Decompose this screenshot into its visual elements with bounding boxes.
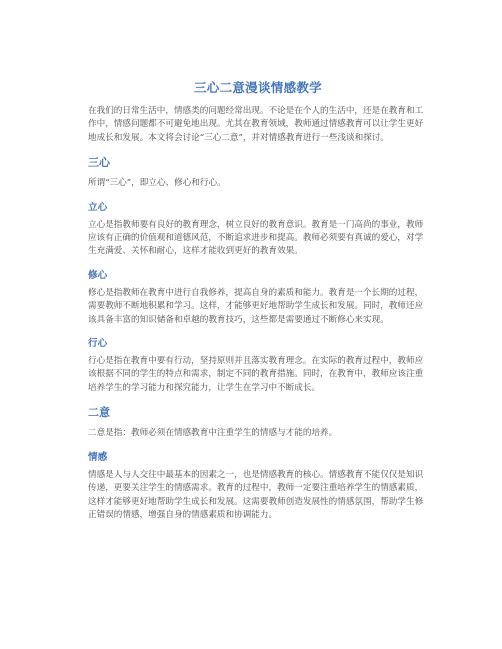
- document-title: 三心二意漫谈情感教学: [193, 80, 322, 95]
- section-text-xing-xin: 行心是指在教育中要有行动，坚持原则并且落实教育理念。在实际的教育过程中，教师应该根据不同的学生的特点和需求，制定不同的教育措施。同时，在教育中，教师应该注重培养学生的学习能力和探究能力，让学生在学习中不断成长。: [88, 356, 424, 393]
- section-text-li-xin: 立心是指教师要有良好的教育理念，树立良好的教育意识。教育是一门高尚的事业，教师应该有正确的价值观和道德风范，不断追求进步和提高。教师必须要有真诚的爱心，对学生充满爱、关怀和耐心，这样才能收到更好的教育效果。: [88, 219, 424, 257]
- intro-paragraph: 在我们的日常生活中，情感类的问题经常出现。不论是在个人的生活中，还是在教育和工作中，情感问题都不可避免地出现。尤其在教育领域，教师通过情感教育可以让学生更好地成长和发展。本文将会讨论“三心二意”，并对情感教育进行一些浅谈和探讨。: [88, 106, 424, 143]
- section-heading-qing-gan: 情感: [88, 451, 108, 463]
- document-page: [88, 78, 428, 522]
- section-text-qing-gan: 情感是人与人交往中最基本的因素之一，也是情感教育的核心。情感教育不能仅仅是知识传递，更要关注学生的情感需求。教育的过程中，教师一定要注重培养学生的情感素质，这样才能够更好地帮助学生成长和发展。这需要教师创造发展性的情感氛围，帮助学生修正错误的情感，增强自身的情感素质和协调能力。: [88, 469, 424, 520]
- section-text-er-yi: 二意是指：教师必须在情感教育中注重学生的情感与才能的培养。: [88, 428, 338, 439]
- section-heading-li-xin: 立心: [88, 201, 108, 213]
- section-heading-xiu-xin: 修心: [88, 269, 108, 281]
- section-heading-xing-xin: 行心: [88, 338, 108, 350]
- section-text-san-xin: 所谓“三心”，即立心、修心和行心。: [88, 178, 226, 189]
- section-text-xiu-xin: 修心是指教师在教育中进行自我修养，提高自身的素质和能力。教育是一个长期的过程，需要教师不断地积累和学习。这样，才能够更好地帮助学生成长和发展。同时，教师还应该具备丰富的知识储备和卓越的教育技巧，这些都是需要通过不断修心来实现。: [88, 287, 424, 325]
- section-heading-san-xin: 三心: [88, 156, 110, 170]
- section-heading-er-yi: 二意: [88, 406, 110, 420]
